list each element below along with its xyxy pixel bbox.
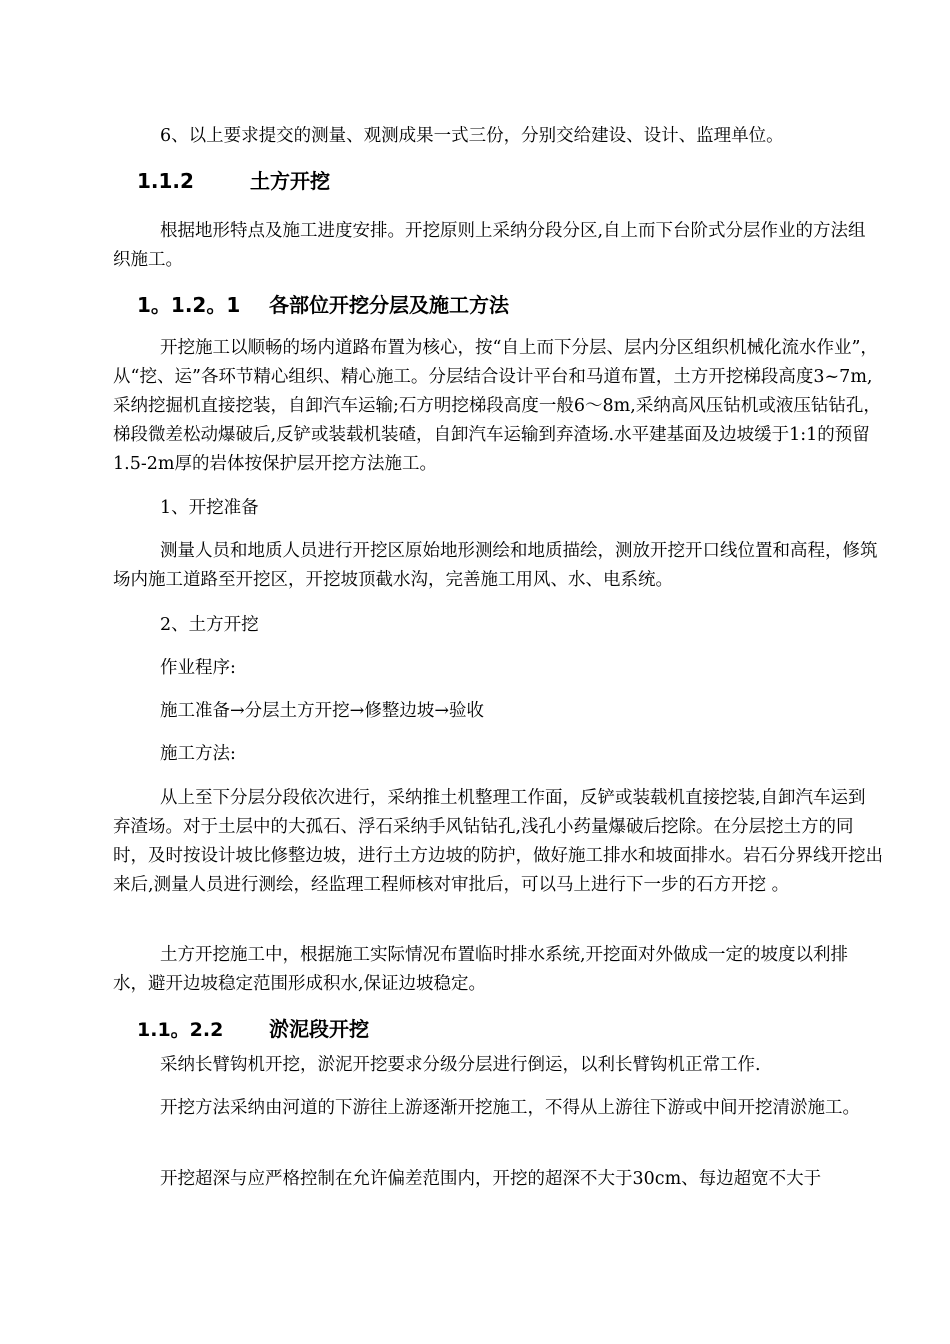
section-title: 土方开挖 <box>250 169 330 193</box>
section-title: 淤泥段开挖 <box>269 1017 369 1041</box>
paragraph: 2、土方开挖 <box>160 615 259 635</box>
paragraph: 作业程序: <box>160 658 236 678</box>
subsection-heading <box>137 1015 369 1044</box>
section-number: 1。1.2。1 <box>137 293 241 317</box>
paragraph: 土方开挖施工中，根据施工实际情况布置临时排水系统,开挖面对外做成一定的坡度以利排水，避开边坡稳定范围形成积水,保证边坡稳定。 <box>113 945 849 994</box>
paragraph: 施工方法: <box>160 744 236 764</box>
paragraph: 开挖施工以顺畅的场内道路布置为核心，按“自上而下分层、层内分区组织机械化流水作业”，从“挖、运”各环节精心组织、精心施工。分层结合设计平台和马道布置，土方开挖梯段高度3~7m,采纳挖掘机直接挖装，自卸汽车运输;石方明挖梯段高度一般6～8m,采纳高风压钻机或液压钻钻孔，梯段微差松动爆破后,反铲或装载机装碴，自卸汽车运输到弃渣场.水平建基面及边坡缓于1:1的预留1.5-2m厚的岩体按保护层开挖方法施工。 <box>113 338 881 474</box>
paragraph: 施工准备→分层土方开挖→修整边坡→验收 <box>160 701 484 721</box>
paragraph: 开挖超深与应严格控制在允许偏差范围内，开挖的超深不大于30cm、每边超宽不大于 <box>160 1169 822 1189</box>
section-number: 1.1。2.2 <box>137 1019 224 1041</box>
section-heading <box>137 167 330 195</box>
section-title: 各部位开挖分层及施工方法 <box>269 293 509 317</box>
paragraph: 根据地形特点及施工进度安排。开挖原则上采纳分段分区,自上而下台阶式分层作业的方法组织施工。 <box>113 221 866 270</box>
section-number: 1.1.2 <box>137 169 194 193</box>
paragraph: 测量人员和地质人员进行开挖区原始地形测绘和地质描绘，测放开挖开口线位置和高程，修筑场内施工道路至开挖区，开挖坡顶截水沟，完善施工用风、水、电系统。 <box>113 541 878 590</box>
paragraph: 开挖方法采纳由河道的下游往上游逐渐开挖施工，不得从上游往下游或中间开挖清淤施工。 <box>160 1098 860 1118</box>
subsection-heading <box>137 291 509 319</box>
paragraph: 从上至下分层分段依次进行，采纳推土机整理工作面，反铲或装载机直接挖装,自卸汽车运到弃渣场。对于土层中的大孤石、浮石采纳手风钻钻孔,浅孔小药量爆破后挖除。在分层挖土方的同时，及时按设计坡比修整边坡，进行土方边坡的防护，做好施工排水和坡面排水。岩石分界线开挖出来后,测量人员进行测绘，经监理工程师核对审批后，可以马上进行下一步的石方开挖 。 <box>113 788 883 895</box>
paragraph: 1、开挖准备 <box>160 498 259 518</box>
paragraph: 采纳长臂钩机开挖，淤泥开挖要求分级分层进行倒运，以利长臂钩机正常工作. <box>160 1055 761 1075</box>
paragraph: 6、以上要求提交的测量、观测成果一式三份，分别交给建设、设计、监理单位。 <box>160 126 784 146</box>
